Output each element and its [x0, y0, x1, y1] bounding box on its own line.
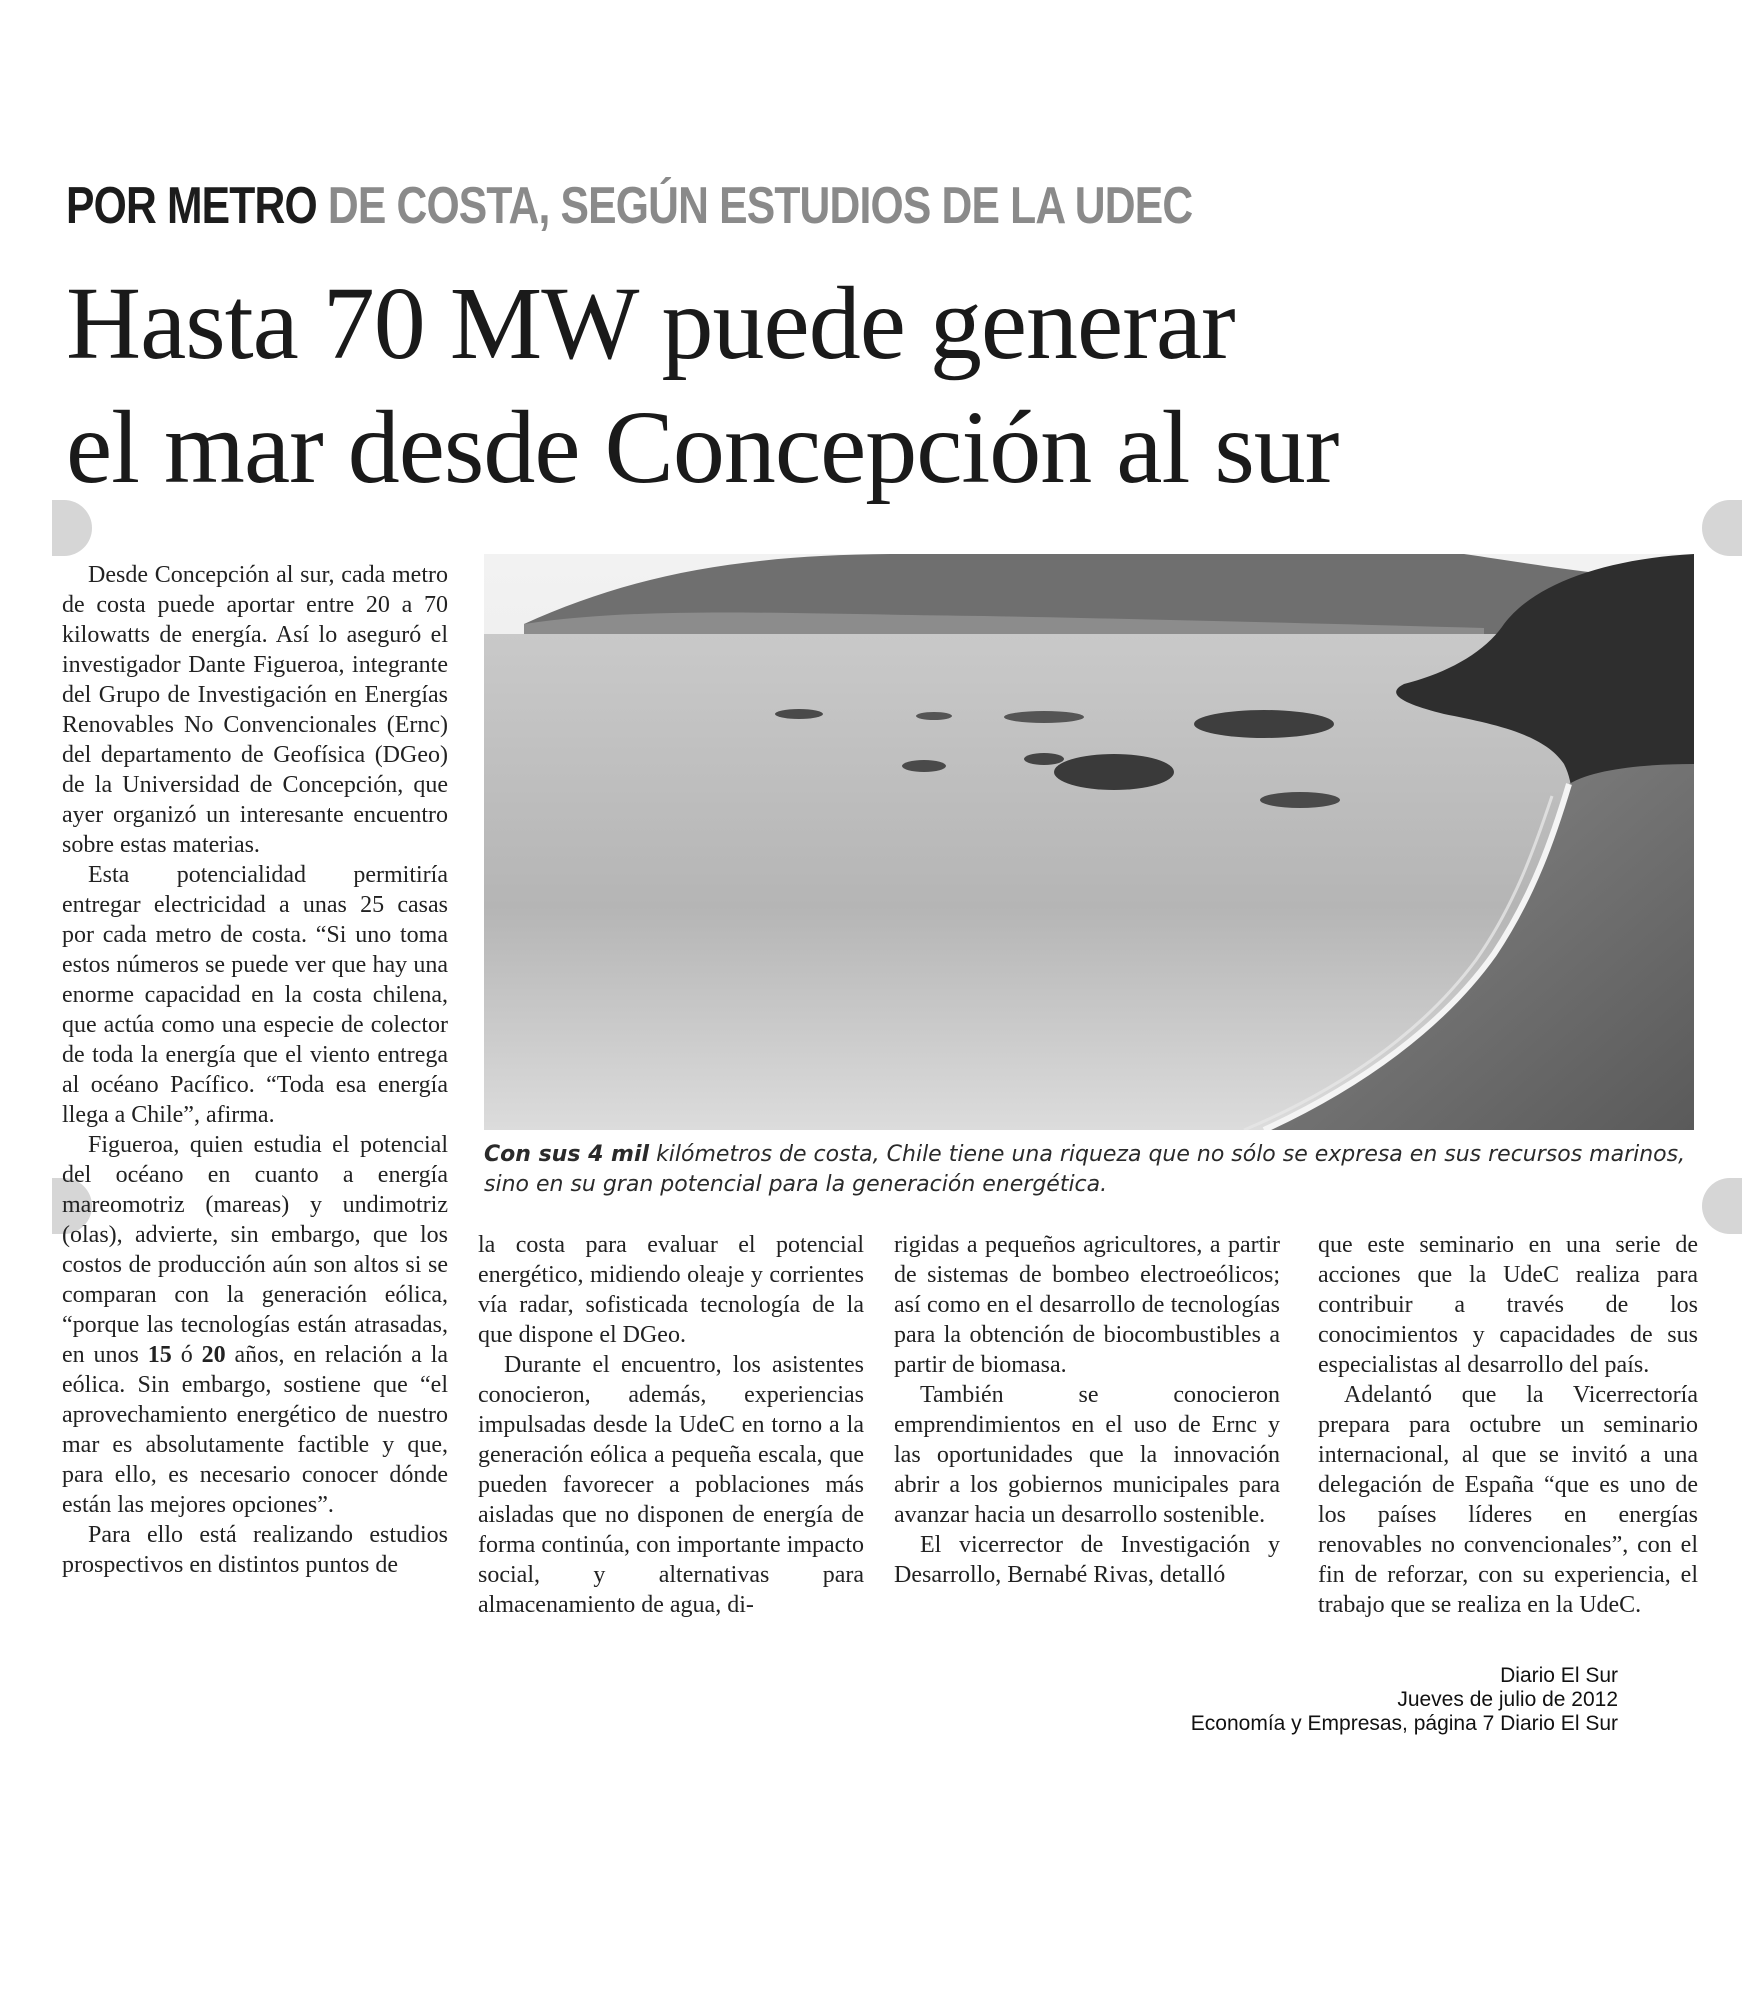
page-tab-right-bottom: [1702, 1178, 1742, 1234]
article-text: Figueroa, quien estudia el potencial del océano en cuanto a energía mareomotriz (mareas) y undimotriz (olas), advierte, sin embargo, que los costos de producción aún son altos si se comparan con la generación eólica, “porque las tecnologías están atrasadas, en unos: [62, 1132, 448, 1368]
article-paragraph: Esta potencialidad permitiría entregar electricidad a unas 25 casas por cada metro de costa. “Si uno toma estos números se puede ver que hay una enorme capacidad en la costa chilena, que actúa como una especie de colector de toda la energía que el viento entrega al océano Pacífico. “Toda esa energía llega a Chile”, afirma.: [62, 862, 448, 1128]
article-paragraph: El vicerrector de Investigación y Desarrollo, Bernabé Rivas, detalló: [894, 1532, 1280, 1588]
kicker-bold: POR METRO: [66, 177, 317, 235]
credit-line: Diario El Sur: [1500, 1664, 1618, 1687]
photo-caption: [484, 1140, 1694, 1200]
article-paragraph: También se conocieron emprendimientos en el uso de Ernc y las oportunidades que la innovación abrir a los gobiernos municipales para avanzar hacia un desarrollo sostenible.: [894, 1382, 1280, 1528]
article-paragraph: Para ello está realizando estudios prospectivos en distintos puntos de: [62, 1522, 448, 1578]
article-column-2: [478, 1230, 864, 1620]
caption-text: kilómetros de costa, Chile tiene una riqueza que no sólo se expresa en sus recursos marinos, sino en su gran potencial para la generación energética.: [484, 1142, 1686, 1197]
kicker: [66, 176, 1192, 236]
article-column-3: [894, 1230, 1280, 1590]
caption-lead: Con sus 4 mil: [484, 1142, 650, 1167]
source-credit: [1191, 1664, 1618, 1736]
credit-line: Jueves de julio de 2012: [1397, 1688, 1618, 1711]
headline-line-2: el mar desde Concepción al sur: [66, 390, 1339, 505]
article-paragraph: la costa para evaluar el potencial energético, midiendo oleaje y corrientes vía radar, sofisticada tecnología de la que dispone el DGeo.: [478, 1232, 864, 1348]
article-paragraph: Durante el encuentro, los asistentes conocieron, además, experiencias impulsadas desde la UdeC en torno a la generación eólica a pequeña escala, que pueden favorecer a poblaciones más aisladas que no disponen de energía de forma continúa, con importante impacto social, y alternativas para almacenamiento de agua, di-: [478, 1352, 864, 1618]
article-text: años, en relación a la eólica. Sin embargo, sostiene que “el aprovechamiento energético de nuestro mar es absolutamente factible y que, para ello, es necesario conocer dónde están las mejores opciones”.: [62, 1342, 449, 1518]
article-column-1: [62, 560, 448, 1580]
article-number: 20: [201, 1342, 226, 1368]
kicker-rest: DE COSTA, SEGÚN ESTUDIOS DE LA UDEC: [316, 177, 1193, 235]
article-paragraph: [62, 1130, 448, 1520]
coast-photo: [484, 554, 1694, 1130]
article-paragraph: rigidas a pequeños agricultores, a partir de sistemas de bombeo electroeólicos; así como en el desarrollo de tecnologías para la obtención de biocombustibles a partir de biomasa.: [894, 1232, 1280, 1378]
coast-photo-icon: [484, 554, 1694, 1130]
article-paragraph: Desde Concepción al sur, cada metro de costa puede aportar entre 20 a 70 kilowatts de energía. Así lo aseguró el investigador Dante Figueroa, integrante del Grupo de Investigación en Energías Renovables No Convencionales (Ernc) del departamento de Geofísica (DGeo) de la Universidad de Concepción, que ayer organizó un interesante encuentro sobre estas materias.: [62, 562, 448, 858]
article-number: 15: [147, 1342, 172, 1368]
page-tab-right-top: [1702, 500, 1742, 556]
article-paragraph: Adelantó que la Vicerrectoría prepara para octubre un seminario internacional, al que se invitó a una delegación de España “que es uno de los países líderes en energías renovables no convencionales”, con el fin de reforzar, con su experiencia, el trabajo que se realiza en la UdeC.: [1318, 1382, 1698, 1618]
headline-line-1: Hasta 70 MW puede generar: [66, 266, 1235, 381]
article-text: ó: [171, 1342, 202, 1368]
article-column-4: [1318, 1230, 1698, 1620]
credit-line: Economía y Empresas, página 7 Diario El Sur: [1190, 1712, 1618, 1735]
article-paragraph: que este seminario en una serie de acciones que la UdeC realiza para contribuir a través de los conocimientos y capacidades de sus especialistas al desarrollo del país.: [1318, 1232, 1698, 1378]
headline: [66, 262, 1706, 510]
